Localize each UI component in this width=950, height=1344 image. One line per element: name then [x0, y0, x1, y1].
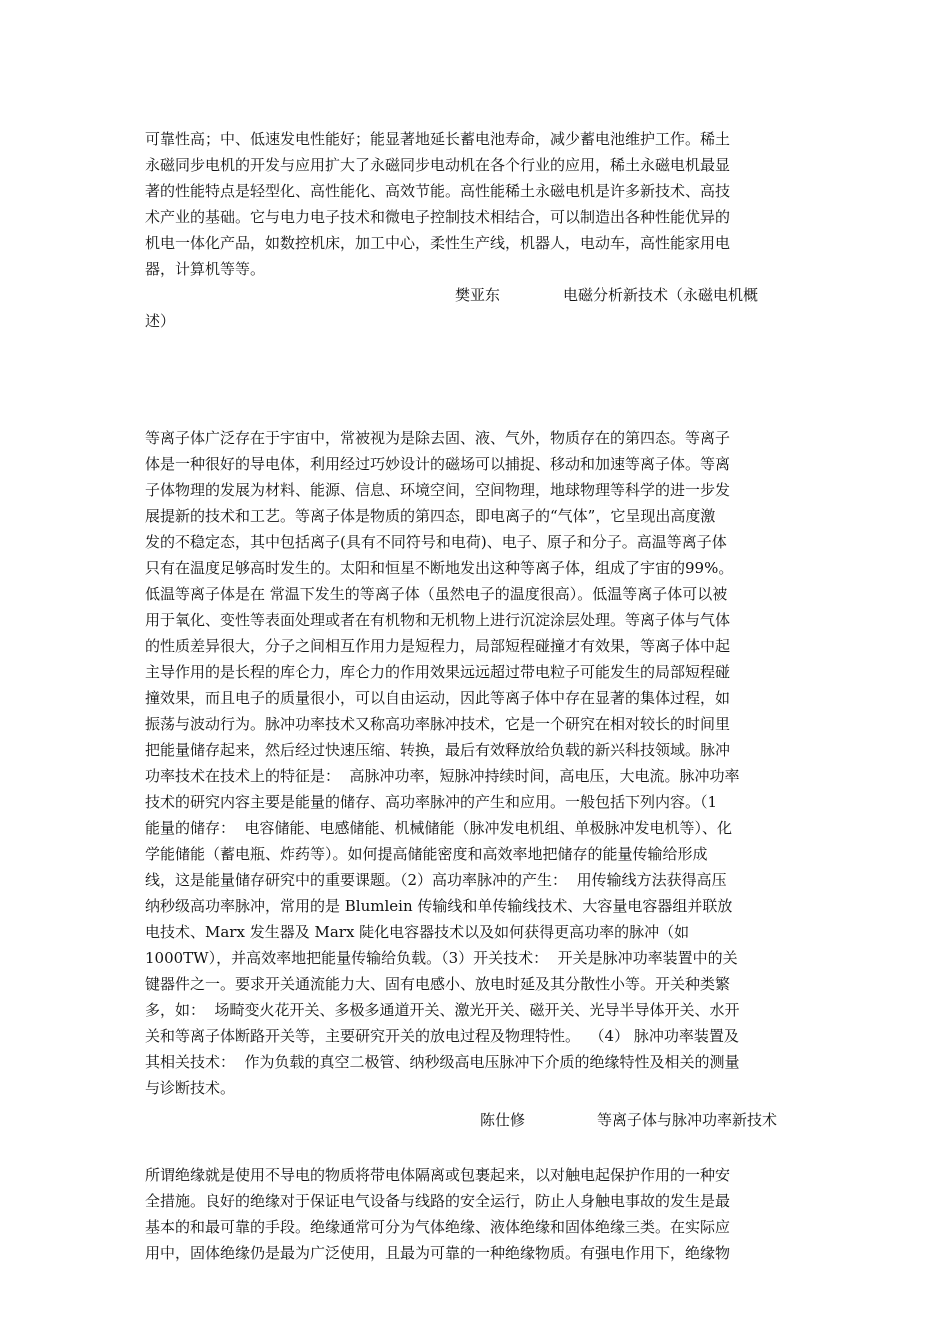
text-line: 1000TW），并高效率地把能量传输给负载。（3）开关技术： 开关是脉冲功率装置中的关 — [145, 949, 738, 967]
text-line: 纳秒级高功率脉冲，常用的是 Blumlein 传输线和单传输线技术、大容量电容器组并联放 — [145, 897, 733, 915]
text-line: 学能储能（蓄电瓶、炸药等）。如何提高储能密度和高效率地把储存的能量传输给形成 — [145, 845, 708, 863]
text-line: 用于氧化、变性等表面处理或者在有机物和无机物上进行沉淀涂层处理。等离子体与气体 — [145, 611, 731, 629]
text-line: 永磁同步电机的开发与应用扩大了永磁同步电动机在各个行业的应用，稀土永磁电机最显 — [145, 156, 731, 174]
text-line: 电技术、Marx 发生器及 Marx 陡化电容器技术以及如何获得更高功率的脉冲（如 — [145, 923, 690, 941]
text-line: 只有在温度足够高时发生的。太阳和恒星不断地发出这种等离子体，组成了宇宙的99%。 — [145, 559, 734, 577]
text-line: 低温等离子体是在 常温下发生的等离子体（虽然电子的温度很高）。低温等离子体可以被 — [145, 585, 728, 603]
text-line: 所谓绝缘就是使用不导电的物质将带电体隔离或包裹起来，以对触电起保护作用的一种安 — [145, 1166, 731, 1184]
attribution-author: 陈仕修 — [480, 1111, 526, 1129]
text-line: 功率技术在技术上的特征是： 高脉冲功率，短脉冲持续时间，高电压，大电流。脉冲功率 — [145, 767, 740, 785]
text-line: 全措施。良好的绝缘对于保证电气设备与线路的安全运行，防止人身触电事故的发生是最 — [145, 1192, 731, 1210]
text-line: 关和等离子体断路开关等，主要研究开关的放电过程及物理特性。 （4） 脉冲功率装置及 — [145, 1027, 739, 1045]
text-line: 与诊断技术。 — [145, 1079, 236, 1097]
text-line: 术产业的基础。它与电力电子技术和微电子控制技术相结合，可以制造出各种性能优异的 — [145, 208, 731, 226]
attribution-source: 等离子体与脉冲功率新技术 — [597, 1111, 778, 1129]
text-line: 器，计算机等等。 — [145, 260, 266, 278]
text-line: 用中，固体绝缘仍是最为广泛使用，且最为可靠的一种绝缘物质。有强电作用下，绝缘物 — [145, 1244, 731, 1262]
text-line: 的性质差异很大，分子之间相互作用力是短程力，局部短程碰撞才有效果，等离子体中起 — [145, 637, 731, 655]
text-line: 其相关技术： 作为负载的真空二极管、纳秒级高电压脉冲下介质的绝缘特性及相关的测量 — [145, 1053, 740, 1071]
text-line: 能量的储存： 电容储能、电感储能、机械储能（脉冲发电机组、单极脉冲发电机等）、化 — [145, 819, 733, 837]
text-line: 可靠性高；中、低速发电性能好；能显著地延长蓄电池寿命，减少蓄电池维护工作。稀土 — [145, 130, 731, 148]
attribution-source: 电磁分析新技术（永磁电机概 — [563, 286, 759, 304]
text-line: 撞效果，而且电子的质量很小，可以自由运动，因此等离子体中存在显著的集体过程，如 — [145, 689, 731, 707]
text-line: 把能量储存起来，然后经过快速压缩、转换，最后有效释放给负载的新兴科技领域。脉冲 — [145, 741, 731, 759]
text-line: 展提新的技术和工艺。等离子体是物质的第四态，即电离子的“气体”，它呈现出高度激 — [145, 507, 716, 525]
text-line: 多，如： 场畸变火花开关、多极多通道开关、激光开关、磁开关、光导半导体开关、水开 — [145, 1001, 740, 1019]
text-line: 等离子体广泛存在于宇宙中，常被视为是除去固、液、气外，物质存在的第四态。等离子 — [145, 429, 731, 447]
text-line: 基本的和最可靠的手段。绝缘通常可分为气体绝缘、液体绝缘和固体绝缘三类。在实际应 — [145, 1218, 731, 1236]
text-line: 技术的研究内容主要是能量的储存、高功率脉冲的产生和应用。一般包括下列内容。（1 — [145, 793, 718, 811]
text-line: 主导作用的是长程的库仑力，库仑力的作用效果远远超过带电粒子可能发生的局部短程碰 — [145, 663, 731, 681]
text-line: 体是一种很好的导电体，利用经过巧妙设计的磁场可以捕捉、移动和加速等离子体。等离 — [145, 455, 731, 473]
text-line: 振荡与波动行为。脉冲功率技术又称高功率脉冲技术，它是一个研究在相对较长的时间里 — [145, 715, 731, 733]
text-line: 发的不稳定态，其中包括离子(具有不同符号和电荷)、电子、原子和分子。高温等离子体 — [145, 533, 727, 551]
text-line: 键器件之一。要求开关通流能力大、固有电感小、放电时延及其分散性小等。开关种类繁 — [145, 975, 731, 993]
text-line: 线，这是能量储存研究中的重要课题。（2）高功率脉冲的产生： 用传输线方法获得高压 — [145, 871, 727, 889]
text-line: 著的性能特点是轻型化、高性能化、高效节能。高性能稀土永磁电机是许多新技术、高技 — [145, 182, 731, 200]
attribution-author: 樊亚东 — [455, 286, 501, 304]
attribution-source-continued: 述） — [145, 312, 176, 330]
text-line: 机电一体化产品，如数控机床，加工中心，柔性生产线，机器人，电动车，高性能家用电 — [145, 234, 731, 252]
text-line: 子体物理的发展为材料、能源、信息、环境空间，空间物理，地球物理等科学的进一步发 — [145, 481, 731, 499]
